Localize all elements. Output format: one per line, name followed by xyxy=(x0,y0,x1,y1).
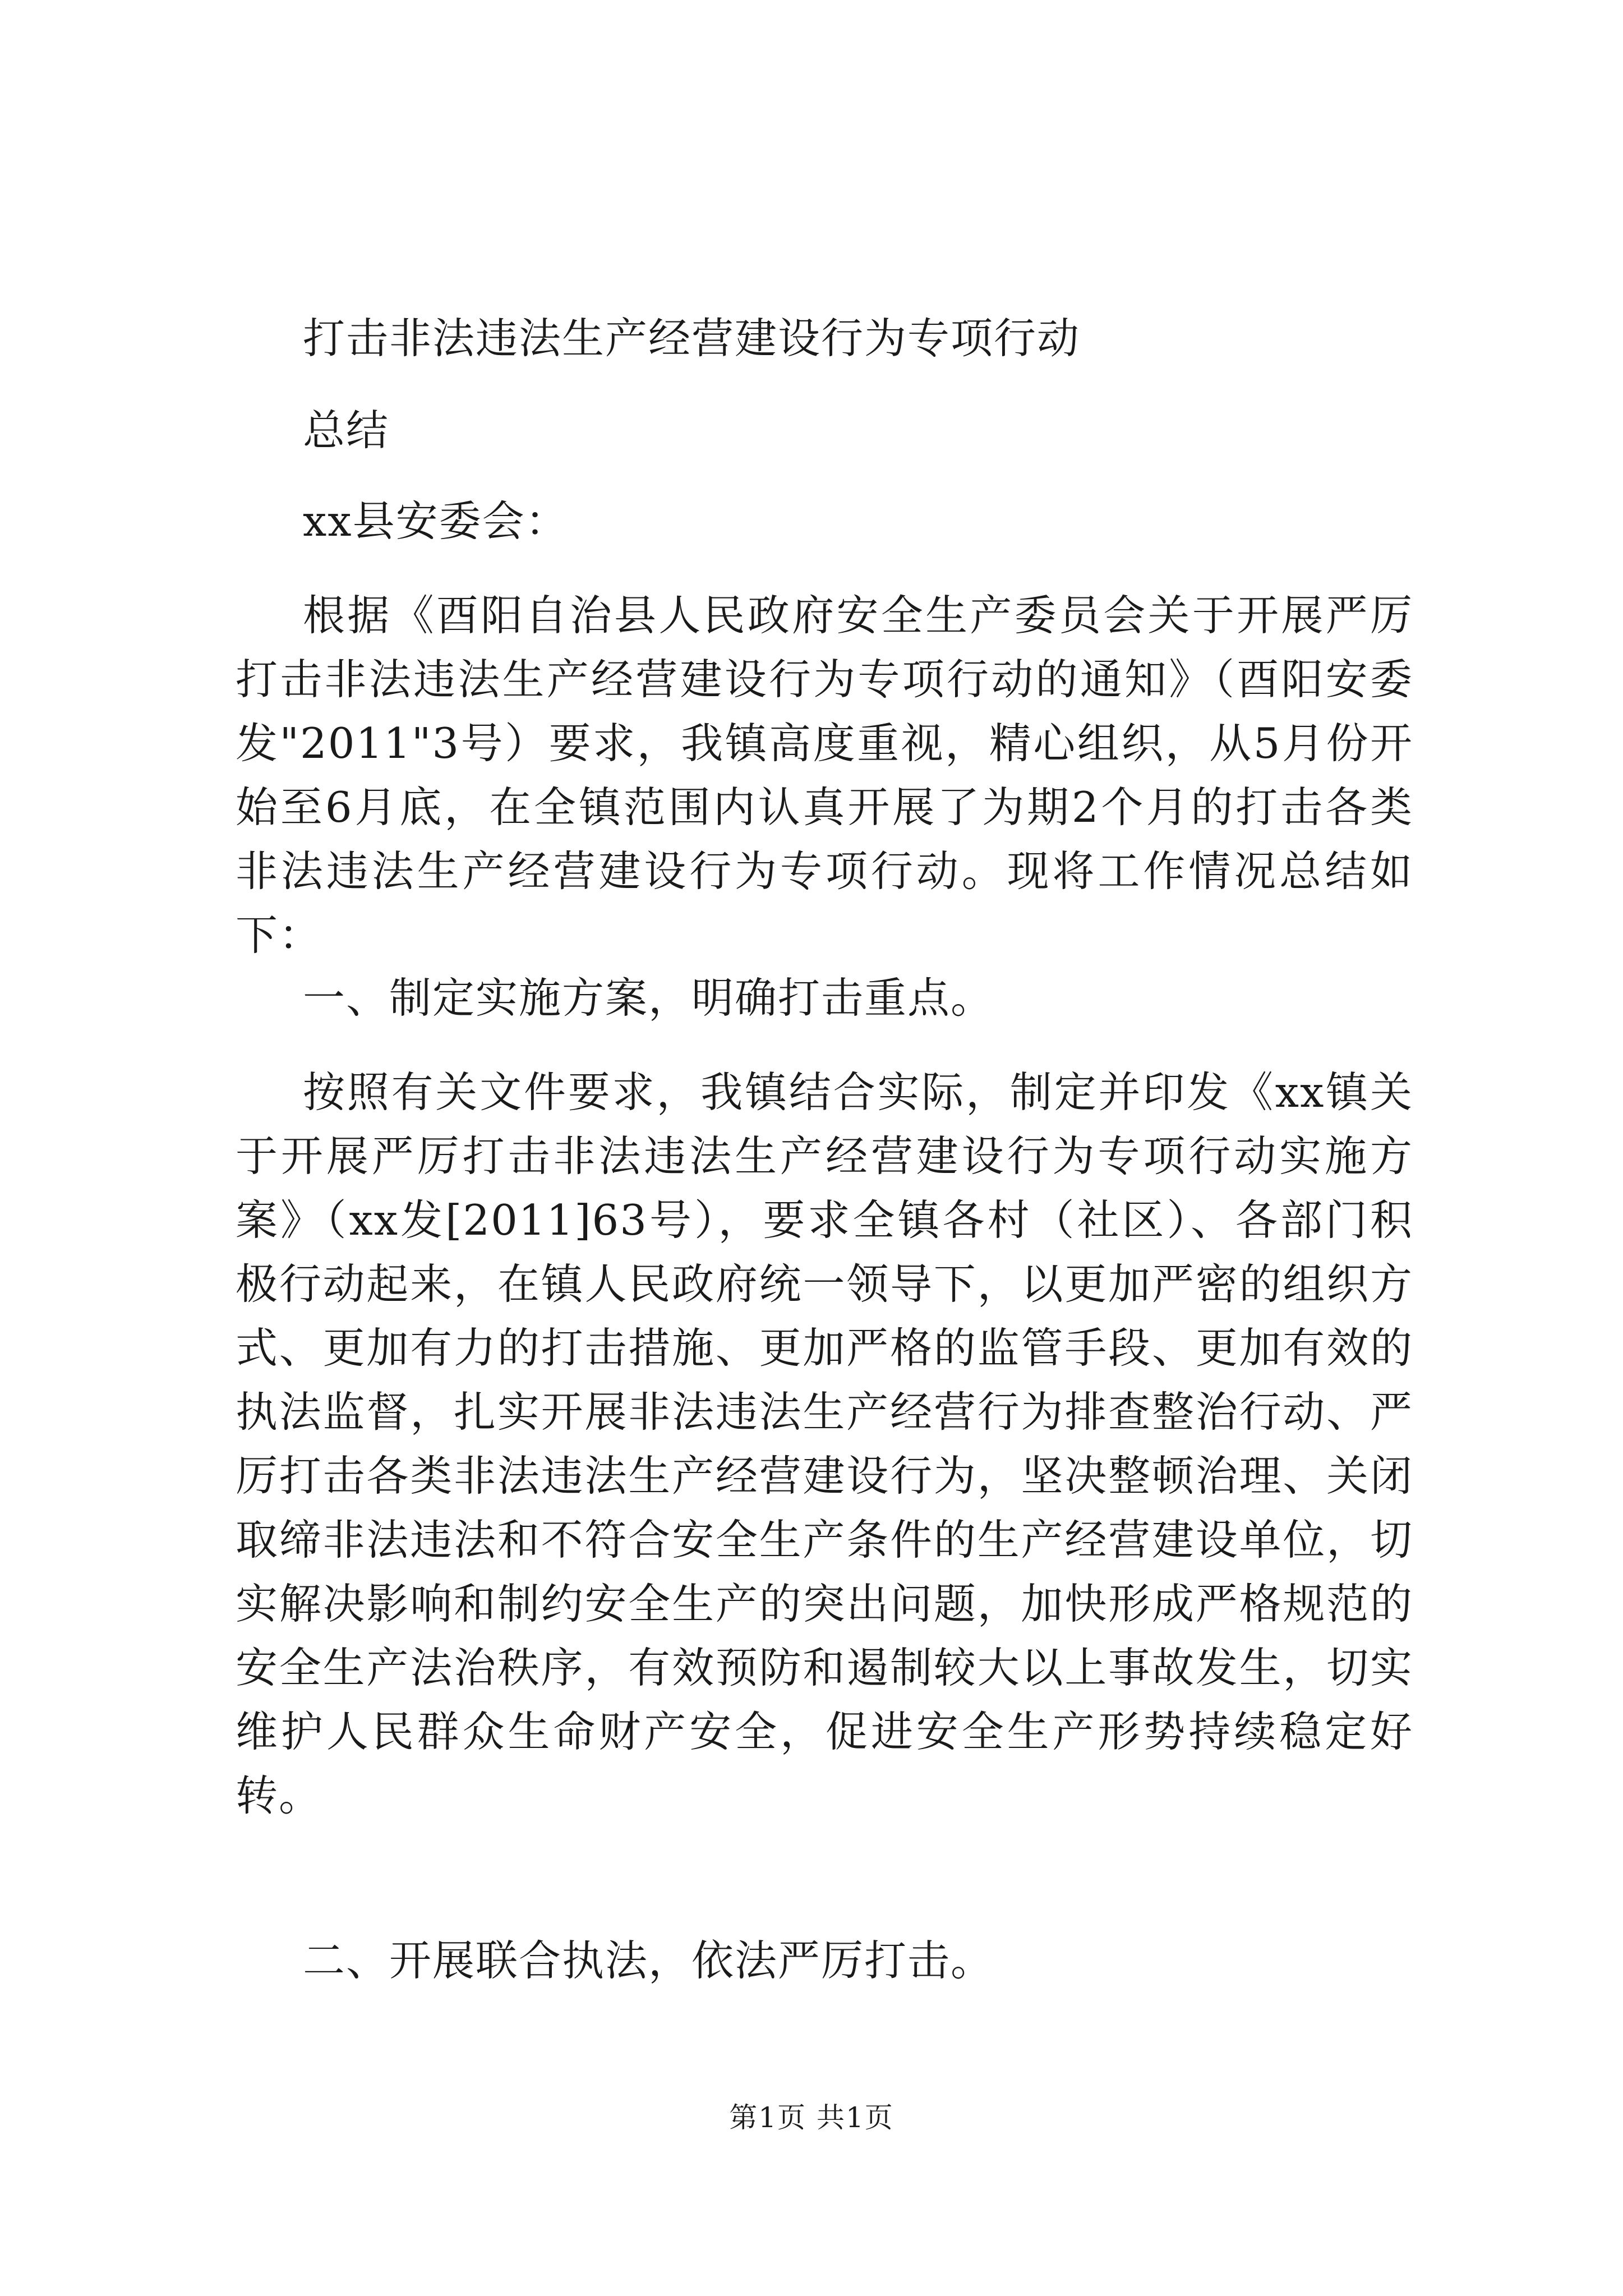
document-title-line2 xyxy=(236,398,1413,462)
paragraph-intro xyxy=(236,583,1413,967)
heading-text: 二、开展联合执法，依法严厉打击。 xyxy=(303,1936,994,1985)
title-text: 打击非法违法生产经营建设行为专项行动 xyxy=(303,314,1081,363)
page-footer xyxy=(0,2098,1623,2137)
page-number: 第1页 共1页 xyxy=(729,2101,894,2134)
section-heading-2 xyxy=(236,1929,1413,1993)
salutation-text: xx县安委会： xyxy=(303,496,569,546)
section-heading-1 xyxy=(236,966,1413,1030)
paragraph-section-1 xyxy=(236,1060,1413,1828)
salutation xyxy=(236,489,1413,553)
document-title-line1 xyxy=(236,306,1413,370)
paragraph-text: 根据《酉阳自治县人民政府安全生产委员会关于开展严厉打击非法违法生产经营建设行为专项行动的通知》（酉阳安委发"2011"3号）要求，我镇高度重视，精心组织，从5月份开始至6月底，在全镇范围内认真开展了为期2个月的打击各类非法违法生产经营建设行为专项行动。现将工作情况总结如下： xyxy=(236,591,1413,960)
title-text-continued: 总结 xyxy=(303,406,390,455)
heading-text: 一、制定实施方案，明确打击重点。 xyxy=(303,973,994,1023)
paragraph-text: 按照有关文件要求，我镇结合实际，制定并印发《xx镇关于开展严厉打击非法违法生产经营建设行为专项行动实施方案》（xx发[2011]63号），要求全镇各村（社区）、各部门积极行动起来，在镇人民政府统一领导下，以更加严密的组织方式、更加有力的打击措施、更加严格的监管手段、更加有效的执法监督，扎实开展非法违法生产经营行为排查整治行动、严厉打击各类非法违法生产经营建设行为，坚决整顿治理、关闭取缔非法违法和不符合安全生产条件的生产经营建设单位，切实解决影响和制约安全生产的突出问题，加快形成严格规范的安全生产法治秩序，有效预防和遏制较大以上事故发生，切实维护人民群众生命财产安全，促进安全生产形势持续稳定好转。 xyxy=(236,1068,1413,1820)
